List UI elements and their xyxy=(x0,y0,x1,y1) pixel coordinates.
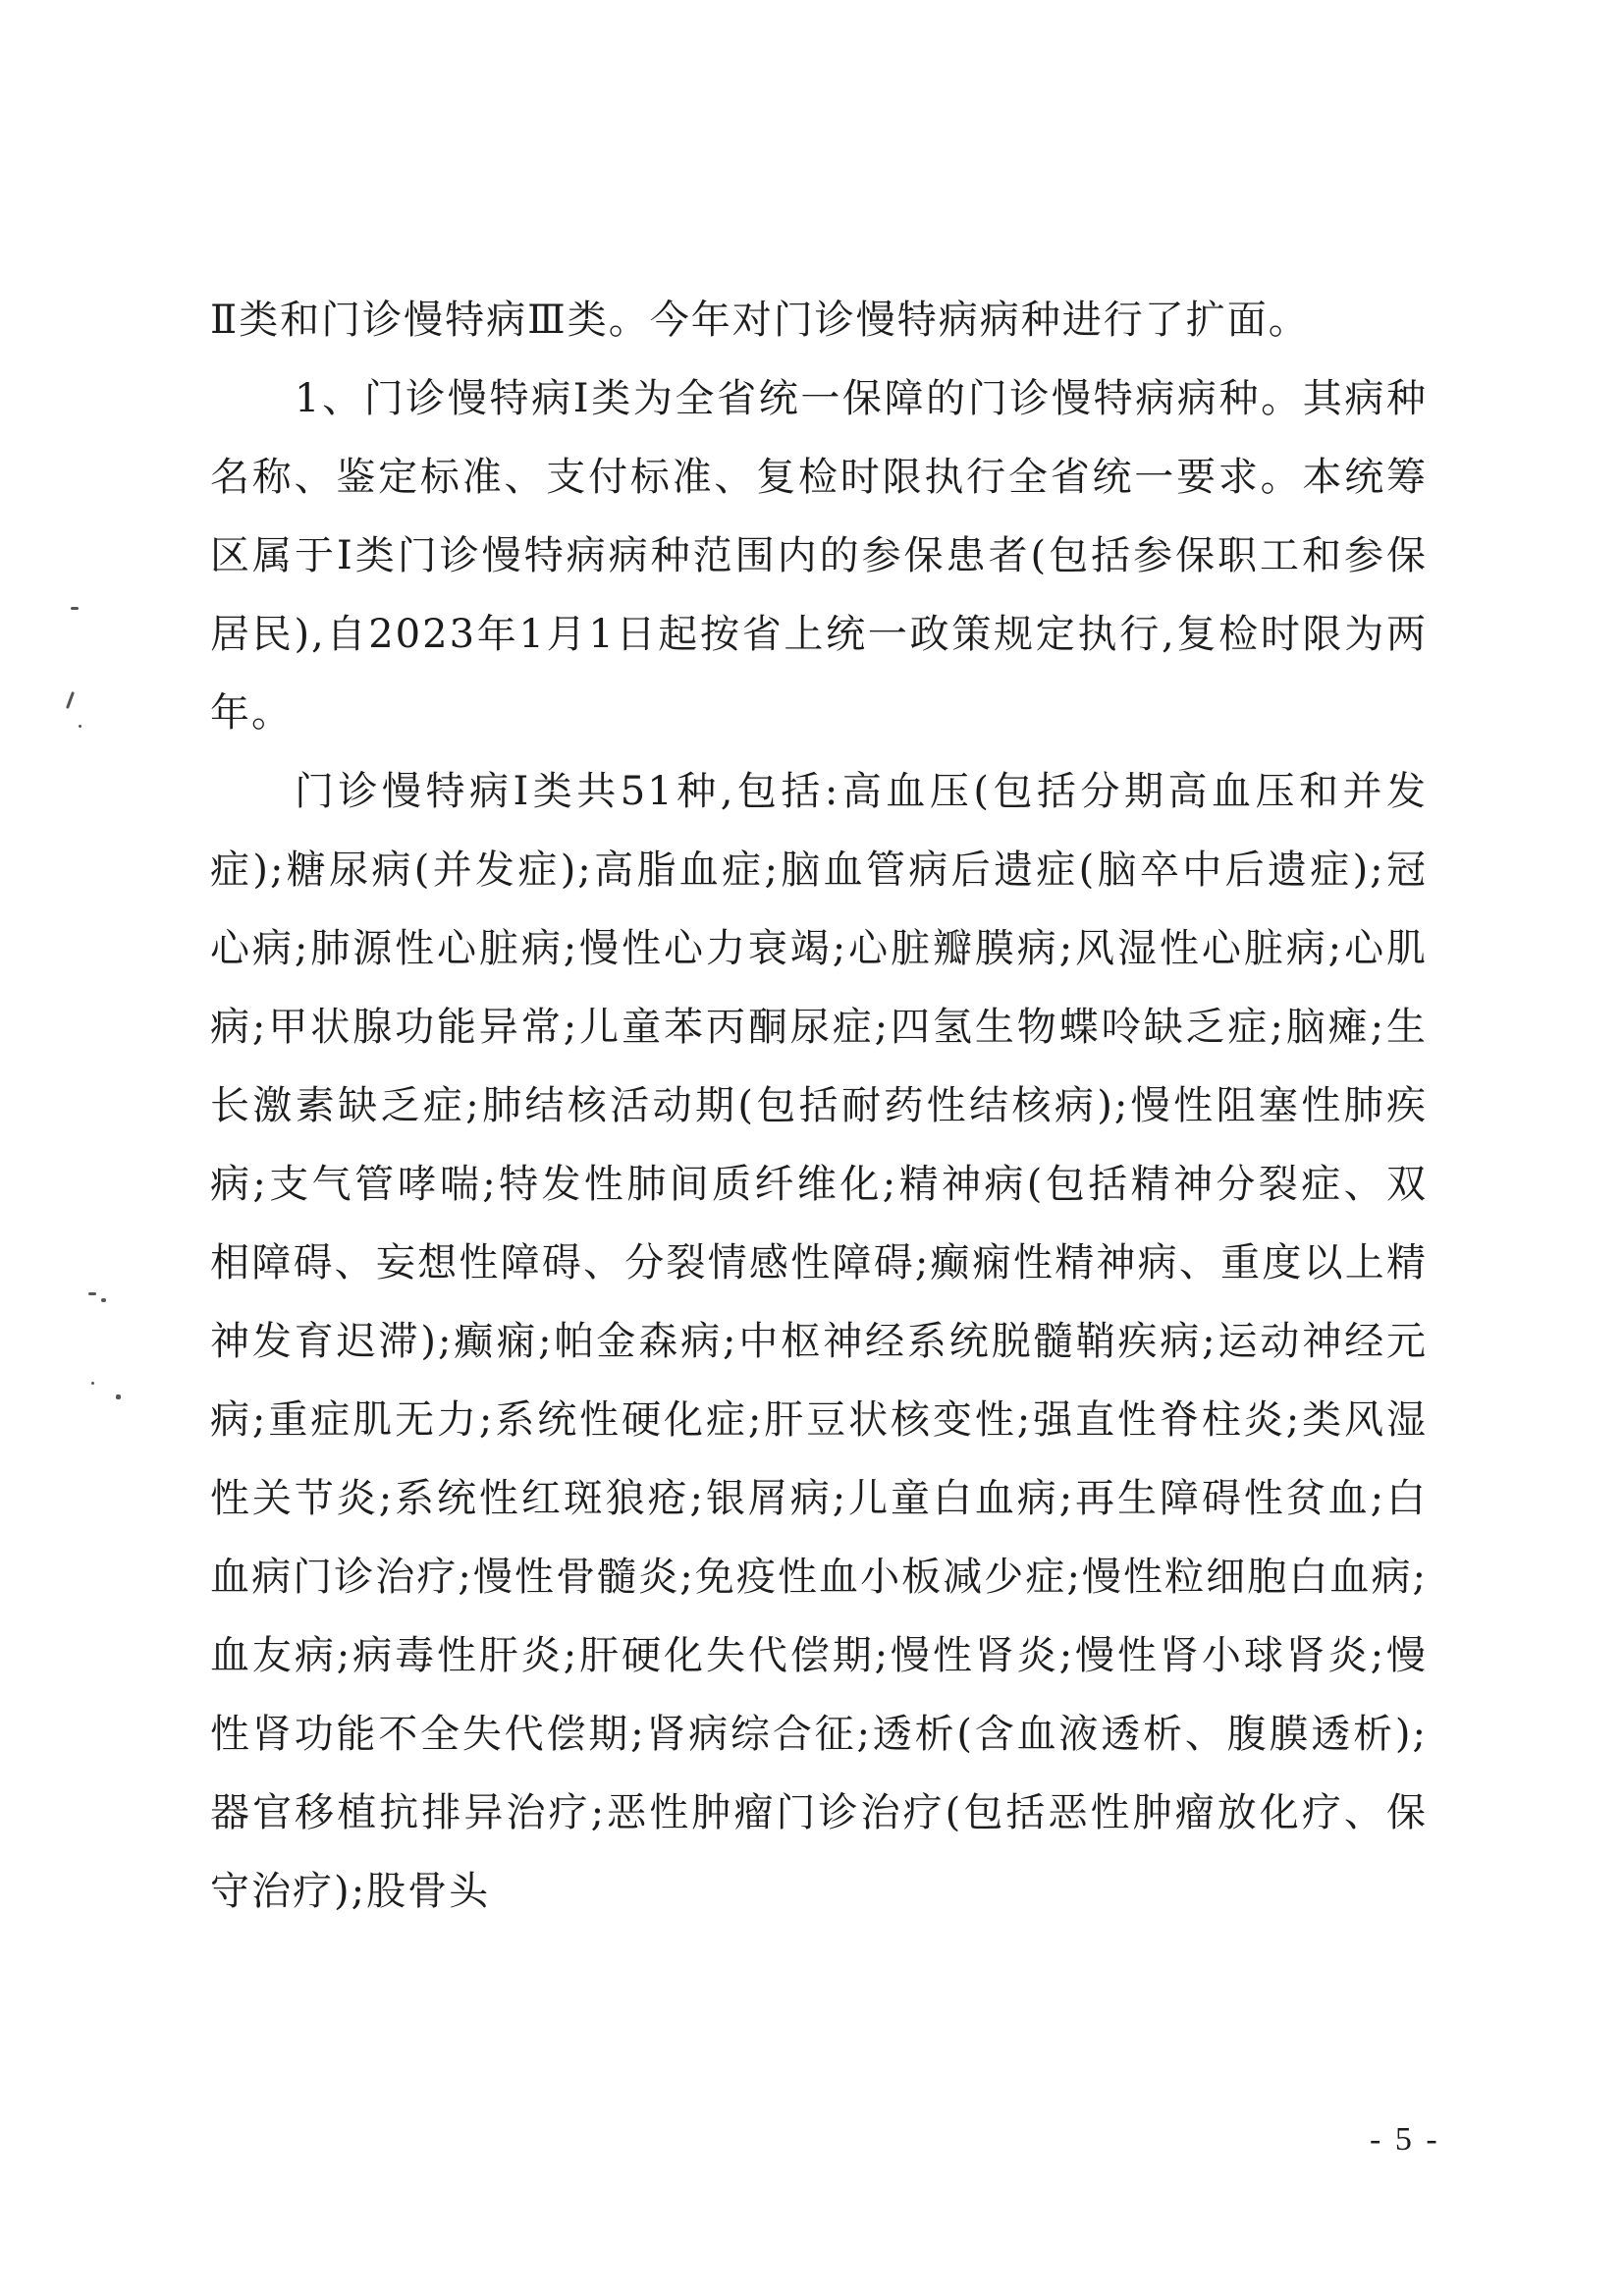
scan-speck xyxy=(116,1394,121,1399)
page-number: - 5 - xyxy=(1370,2121,1440,2158)
scan-speck xyxy=(71,607,79,610)
scan-speck xyxy=(66,691,75,709)
scan-speck xyxy=(88,1292,96,1295)
scan-speck xyxy=(91,1382,94,1385)
paragraph-category-one-rules: 1、门诊慢特病Ⅰ类为全省统一保障的门诊慢特病病种。其病种名称、鉴定标准、支付标准、复检时限执行全省统一要求。本统筹区属于Ⅰ类门诊慢特病病种范围内的参保患者(包括参保职工和参保居民),自2023年1月1日起按省上统一政策规定执行,复检时限为两年。 xyxy=(210,376,1428,736)
scan-speck xyxy=(79,725,81,728)
scan-speck xyxy=(101,1298,106,1302)
paragraph-continuation: Ⅱ类和门诊慢特病Ⅲ类。今年对门诊慢特病病种进行了扩面。 xyxy=(210,298,1310,343)
paragraph-category-one-diseases: 门诊慢特病Ⅰ类共51种,包括:高血压(包括分期高血压和并发症);糖尿病(并发症);高脂血症;脑血管病后遗症(脑卒中后遗症);冠心病;肺源性心脏病;慢性心力衰竭;心脏瓣膜病;风湿性心脏病;心肌病;甲状腺功能异常;儿童苯丙酮尿症;四氢生物蝶呤缺乏症;脑瘫;生长激素缺乏症;肺结核活动期(包括耐药性结核病);慢性阻塞性肺疾病;支气管哮喘;特发性肺间质纤维化;精神病(包括精神分裂症、双相障碍、妄想性障碍、分裂情感性障碍;癫痫性精神病、重度以上精神发育迟滞);癫痫;帕金森病;中枢神经系统脱髓鞘疾病;运动神经元病;重症肌无力;系统性硬化症;肝豆状核变性;强直性脊柱炎;类风湿性关节炎;系统性红斑狼疮;银屑病;儿童白血病;再生障碍性贫血;白血病门诊治疗;慢性骨髓炎;免疫性血小板减少症;慢性粒细胞白血病;血友病;病毒性肝炎;肝硬化失代偿期;慢性肾炎;慢性肾小球肾炎;慢性肾功能不全失代偿期;肾病综合征;透析(含血液透析、腹膜透析);器官移植抗排异治疗;恶性肿瘤门诊治疗(包括恶性肿瘤放化疗、保守治疗);股骨头 xyxy=(210,769,1428,1914)
